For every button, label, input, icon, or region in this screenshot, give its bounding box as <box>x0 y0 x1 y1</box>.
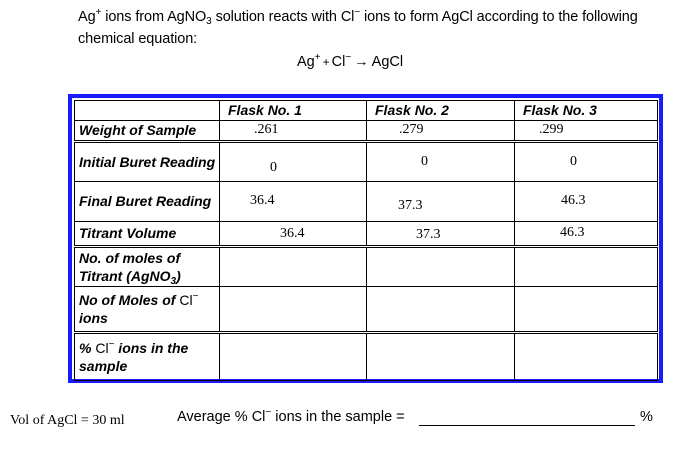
eq-ag: Ag <box>297 54 315 70</box>
header-flask-1: Flask No. 1 <box>220 101 367 121</box>
moles-titrant-flask-2[interactable] <box>367 246 515 286</box>
moles-cl-flask-1[interactable] <box>220 286 367 332</box>
chemical-equation <box>297 52 403 72</box>
header-flask-2: Flask No. 2 <box>367 101 515 121</box>
average-answer-line[interactable] <box>419 425 635 426</box>
initial-flask-2: 0 <box>367 141 515 181</box>
percent-flask-1[interactable] <box>220 332 367 380</box>
moles-titrant-label <box>75 246 220 286</box>
percent-flask-3[interactable] <box>515 332 658 380</box>
data-table <box>74 100 658 381</box>
initial-flask-3: 0 <box>515 141 658 181</box>
weight-label: Weight of Sample <box>75 120 220 141</box>
percent-label-a: % <box>79 339 96 356</box>
intro-text-c: ions to form AgCl according to the following chemical equation: <box>78 9 638 47</box>
moles-titrant-label-a: No. of moles of Titrant (AgNO <box>79 249 181 284</box>
eq-plus: + <box>322 55 330 69</box>
final-flask-2: 37.3 <box>367 181 515 221</box>
moles-titrant-sub: 3 <box>170 275 177 287</box>
header-corner <box>75 101 220 121</box>
percent-label <box>75 332 220 380</box>
percent-label-b: ions in the sample <box>79 339 189 374</box>
moles-cl-charge: − <box>192 290 199 302</box>
titrant-flask-3: 46.3 <box>515 221 658 246</box>
final-flask-3: 46.3 <box>515 181 658 221</box>
average-label-a: Average % <box>177 409 252 425</box>
moles-cl-flask-3[interactable] <box>515 286 658 332</box>
table-header-row <box>75 101 658 121</box>
eq-ag-charge: + <box>314 52 321 63</box>
titrant-label: Titrant Volume <box>75 221 220 246</box>
percent-flask-2[interactable] <box>367 332 515 380</box>
table-row-titrant <box>75 221 658 246</box>
average-charge: − <box>265 407 272 418</box>
average-label-b: ions in the sample = <box>271 409 405 425</box>
weight-flask-2: .279 <box>367 120 515 141</box>
average-label <box>177 409 405 425</box>
intro-text-b: solution reacts with <box>211 9 341 25</box>
final-flask-1: 36.4 <box>220 181 367 221</box>
percent-ion: Cl <box>95 339 109 356</box>
moles-titrant-flask-3[interactable] <box>515 246 658 286</box>
titrant-flask-2: 37.3 <box>367 221 515 246</box>
ag-ion: Ag <box>78 9 96 25</box>
table-row-moles-cl <box>75 286 658 332</box>
moles-cl-label <box>75 286 220 332</box>
table-row-percent <box>75 332 658 380</box>
intro-paragraph <box>78 6 668 50</box>
data-table-frame <box>68 94 663 383</box>
cl-charge: − <box>354 7 361 18</box>
moles-cl-label-a: No of Moles of <box>79 291 180 308</box>
eq-arrow: → <box>354 54 369 70</box>
average-ion: Cl <box>251 409 266 425</box>
vol-agcl-note: Vol of AgCl = 30 ml <box>10 413 125 428</box>
table-row-weight <box>75 120 658 141</box>
eq-cl: Cl <box>331 54 346 70</box>
table-row-initial <box>75 141 658 181</box>
eq-cl-charge: − <box>345 52 352 63</box>
titrant-flask-1: 36.4 <box>220 221 367 246</box>
moles-cl-ion: Cl <box>179 291 193 308</box>
table-row-final <box>75 181 658 221</box>
initial-flask-1: 0 <box>220 141 367 181</box>
final-label: Final Buret Reading <box>75 181 220 221</box>
moles-titrant-label-b: ) <box>176 267 181 284</box>
average-percent-sign: % <box>640 409 653 425</box>
table-row-moles-titrant <box>75 246 658 286</box>
eq-product: AgCl <box>371 54 404 70</box>
header-flask-3: Flask No. 3 <box>515 101 658 121</box>
moles-cl-label-b: ions <box>79 309 108 326</box>
weight-flask-1: .261 <box>220 120 367 141</box>
intro-sub: 3 <box>206 16 212 27</box>
cl-ion: Cl <box>340 9 355 25</box>
intro-text-a: ions from AgNO <box>101 9 207 25</box>
percent-charge: − <box>108 338 115 350</box>
weight-flask-3: .299 <box>515 120 658 141</box>
ag-charge: + <box>95 7 102 18</box>
moles-cl-flask-2[interactable] <box>367 286 515 332</box>
initial-label: Initial Buret Reading <box>75 141 220 181</box>
moles-titrant-flask-1[interactable] <box>220 246 367 286</box>
